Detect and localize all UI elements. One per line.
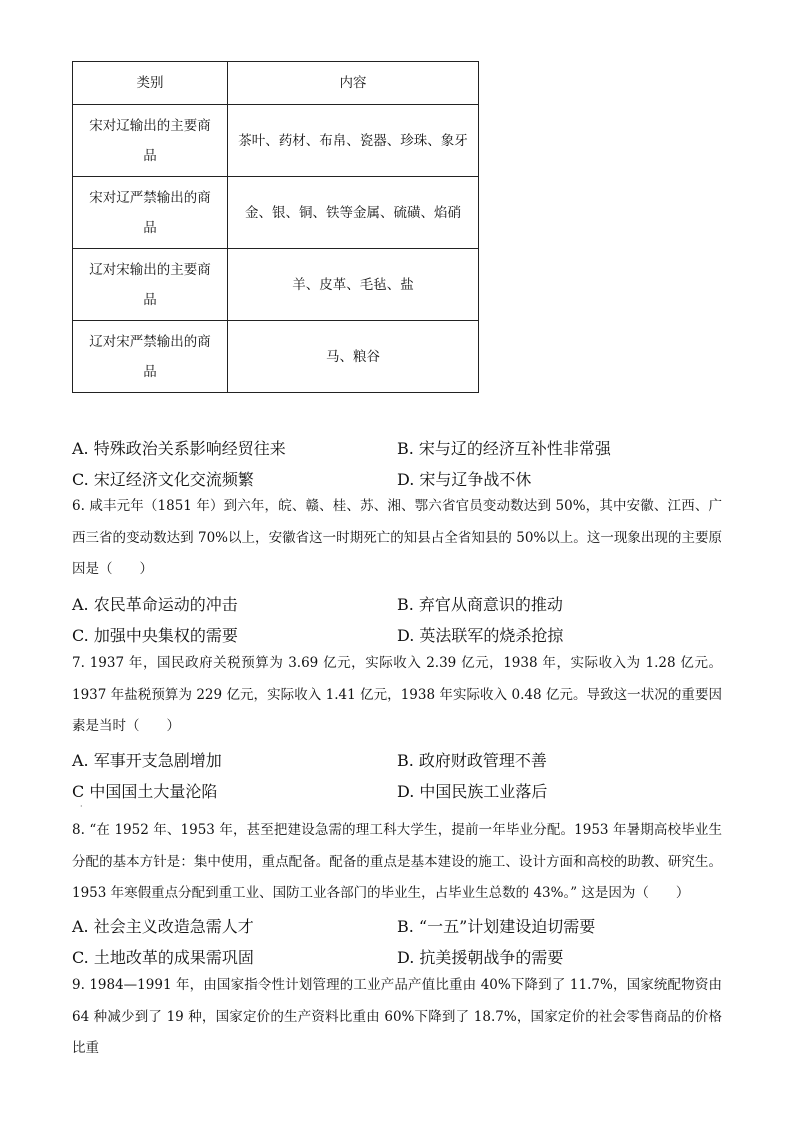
table-row [73,105,479,177]
table-cell-category: 辽对宋严禁输出的商品 [73,321,228,393]
table-cell-content: 茶叶、药材、布帛、瓷器、珍珠、象牙 [228,105,479,177]
q6-option-b: B. 弃官从商意识的推动 [397,595,563,614]
table-row [73,321,479,393]
q7-stem: 7. 1937 年，国民政府关税预算为 3.69 亿元，实际收入 2.39 亿元，1938 年，实际收入为 1.28 亿元。1937 年盐税预算为 229 亿元，实际收入 1.41 亿元，1938 年实际收入 0.48 亿元。导致这一状况的重要因素是当时（ ） [72,655,722,734]
q5-option-a: A. 特殊政治关系影响经贸往来 [72,439,286,458]
table-cell-content: 金、银、铜、铁等金属、硫磺、焰硝 [228,177,479,249]
table-cell-content: 马、粮谷 [228,321,479,393]
table-header-row [73,62,479,105]
table-row [73,249,479,321]
q8-option-c: C. 土地改革的成果需巩固 [72,948,254,967]
q7-option-c: C 中国国土大量沦陷 [72,782,218,801]
table-cell-category: 辽对宋输出的主要商品 [73,249,228,321]
q7-option-b: B. 政府财政管理不善 [397,751,547,770]
q8-stem: 8. “在 1952 年、1953 年，甚至把建设急需的理工科大学生，提前一年毕业分配。1953 年暑期高校毕业生分配的基本方针是：集中使用，重点配备。配备的重点是基本建设的施工、设计方面和高校的助教、研究生。1953 年寒假重点分配到重工业、国防工业各部门的毕业生，占毕业生总数的 43%。” 这是因为（ ） [72,822,722,901]
q5-option-d: D. 宋与辽争战不休 [397,470,532,489]
q8-option-a: A. 社会主义改造急需人才 [72,917,254,936]
q6-option-a: A. 农民革命运动的冲击 [72,595,238,614]
q6-option-d: D. 英法联军的烧杀抢掠 [397,626,564,645]
table-cell-content: 羊、皮革、毛毡、盐 [228,249,479,321]
trade-goods-table [72,61,479,393]
table-cell-category: 宋对辽输出的主要商品 [73,105,228,177]
q6-option-c: C. 加强中央集权的需要 [72,626,238,645]
q5-option-b: B. 宋与辽的经济互补性非常强 [397,439,611,458]
table-header-category: 类别 [73,62,228,105]
q5-option-c: C. 宋辽经济文化交流频繁 [72,470,254,489]
q6-stem: 6. 咸丰元年（1851 年）到六年，皖、赣、桂、苏、湘、鄂六省官员变动数达到 50%，其中安徽、江西、广西三省的变动数达到 70%以上，安徽省这一时期死亡的知县占全省知县的 50%以上。这一现象出现的主要原因是（ ） [72,498,722,577]
table-row [73,177,479,249]
q8-option-d: D. 抗美援朝战争的需要 [397,948,564,967]
table-cell-category: 宋对辽严禁输出的商品 [73,177,228,249]
q7-option-d: D. 中国民族工业落后 [397,782,548,801]
q9-stem: 9. 1984—1991 年，由国家指令性计划管理的工业产品产值比重由 40%下降到了 11.7%，国家统配物资由 64 种减少到了 19 种，国家定价的生产资料比重由 60%下降到了 18.7%，国家定价的社会零售商品的价格比重 [72,977,722,1056]
stray-dot: · [80,802,83,811]
q7-option-a: A. 军事开支急剧增加 [72,751,222,770]
q8-option-b: B. “一五”计划建设迫切需要 [397,917,596,936]
table-header-content: 内容 [228,62,479,105]
